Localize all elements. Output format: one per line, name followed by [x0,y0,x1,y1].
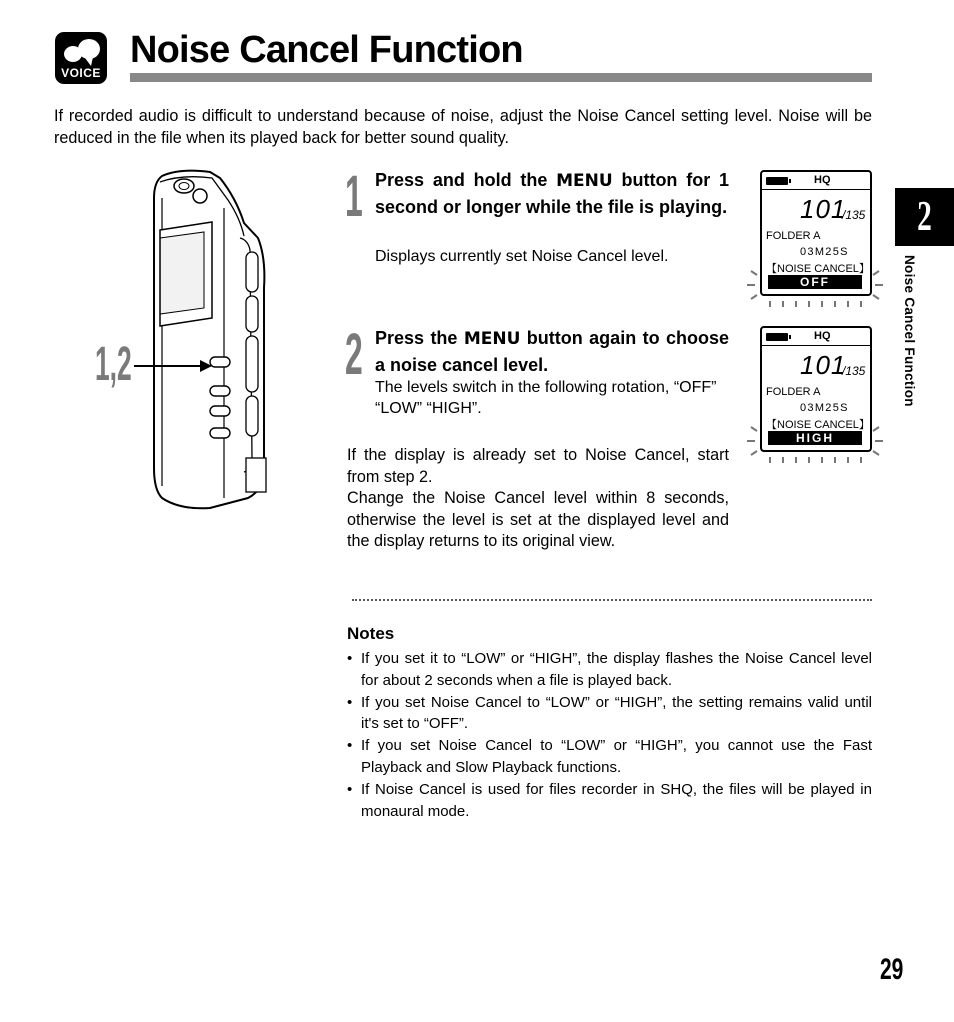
menu-button-label: MENU [556,171,613,191]
battery-icon [766,177,788,185]
title-rule [130,73,872,82]
lcd-folder: FOLDER A [766,386,821,398]
step-2-desc: The levels switch in the following rotation, “OFF” “LOW” “HIGH”. [375,379,717,417]
dotted-divider [352,599,872,601]
lcd-file-total: /135 [842,208,866,222]
voice-logo-text: VOICE [61,66,101,80]
lcd-time: 03M25S [800,402,849,414]
paragraph-timeout: Change the Noise Cancel level within 8 seconds, otherwise the level is set at the displayed level and the display returns to its original view. [347,489,729,550]
flash-rays-icon [745,421,885,466]
lcd-file-number: 101 [800,350,847,380]
note-item: • If you set Noise Cancel to “LOW” or “HIGH”, you cannot use the Fast Playback and Slow Playback functions. [347,735,872,779]
chapter-side-label: Noise Cancel Function [902,255,917,407]
lcd-quality: HQ [814,174,831,186]
callout-label: 1,2 [95,338,132,391]
notes-list [347,648,872,822]
callout-arrow-icon [134,358,214,378]
lcd-noise-cancel-label: 【NOISE CANCEL】 [766,419,870,431]
lcd-file-number: 101 [800,194,847,224]
step-2-title: Press the MENU button again to choose a noise cancel level. [375,328,729,375]
note-item: • If you set Noise Cancel to “LOW” or “HIGH”, the setting remains valid until it's set to “OFF”. [347,692,872,736]
lcd-quality: HQ [814,330,831,342]
battery-icon [766,333,788,341]
paragraph-start-step2: If the display is already set to Noise Cancel, start from step 2. [347,446,729,486]
lcd-file-total: /135 [842,364,866,378]
intro-paragraph: If recorded audio is difficult to understand because of noise, adjust the Noise Cancel setting level. Noise will be reduced in the file when its played back for better sound quality. [54,107,872,147]
lcd-time: 03M25S [800,246,849,258]
lcd-level: HIGH [768,431,862,445]
notes-heading: Notes [347,624,395,643]
lcd-noise-cancel-label: 【NOISE CANCEL】 [766,263,870,275]
lcd-folder: FOLDER A [766,230,821,242]
note-item: • If Noise Cancel is used for files recorder in SHQ, the files will be played in monaural mode. [347,779,872,823]
menu-button-label: MENU [463,329,521,349]
chapter-tab: 2 [895,188,954,246]
page-title: Noise Cancel Function [130,29,523,71]
voice-logo-icon [55,32,107,84]
step-1-desc: Displays currently set Noise Cancel level. [375,248,669,265]
step-1-title: Press and hold the MENU button for 1 second or longer while the file is playing. [375,170,729,217]
note-item: • If you set it to “LOW” or “HIGH”, the display flashes the Noise Cancel level for about 2 seconds when a file is played back. [347,648,872,692]
page-number: 29 [880,953,904,986]
lcd-level: OFF [768,275,862,289]
step-2-number: 2 [345,322,363,387]
step-1-number: 1 [345,164,363,229]
flash-rays-icon [745,265,885,310]
